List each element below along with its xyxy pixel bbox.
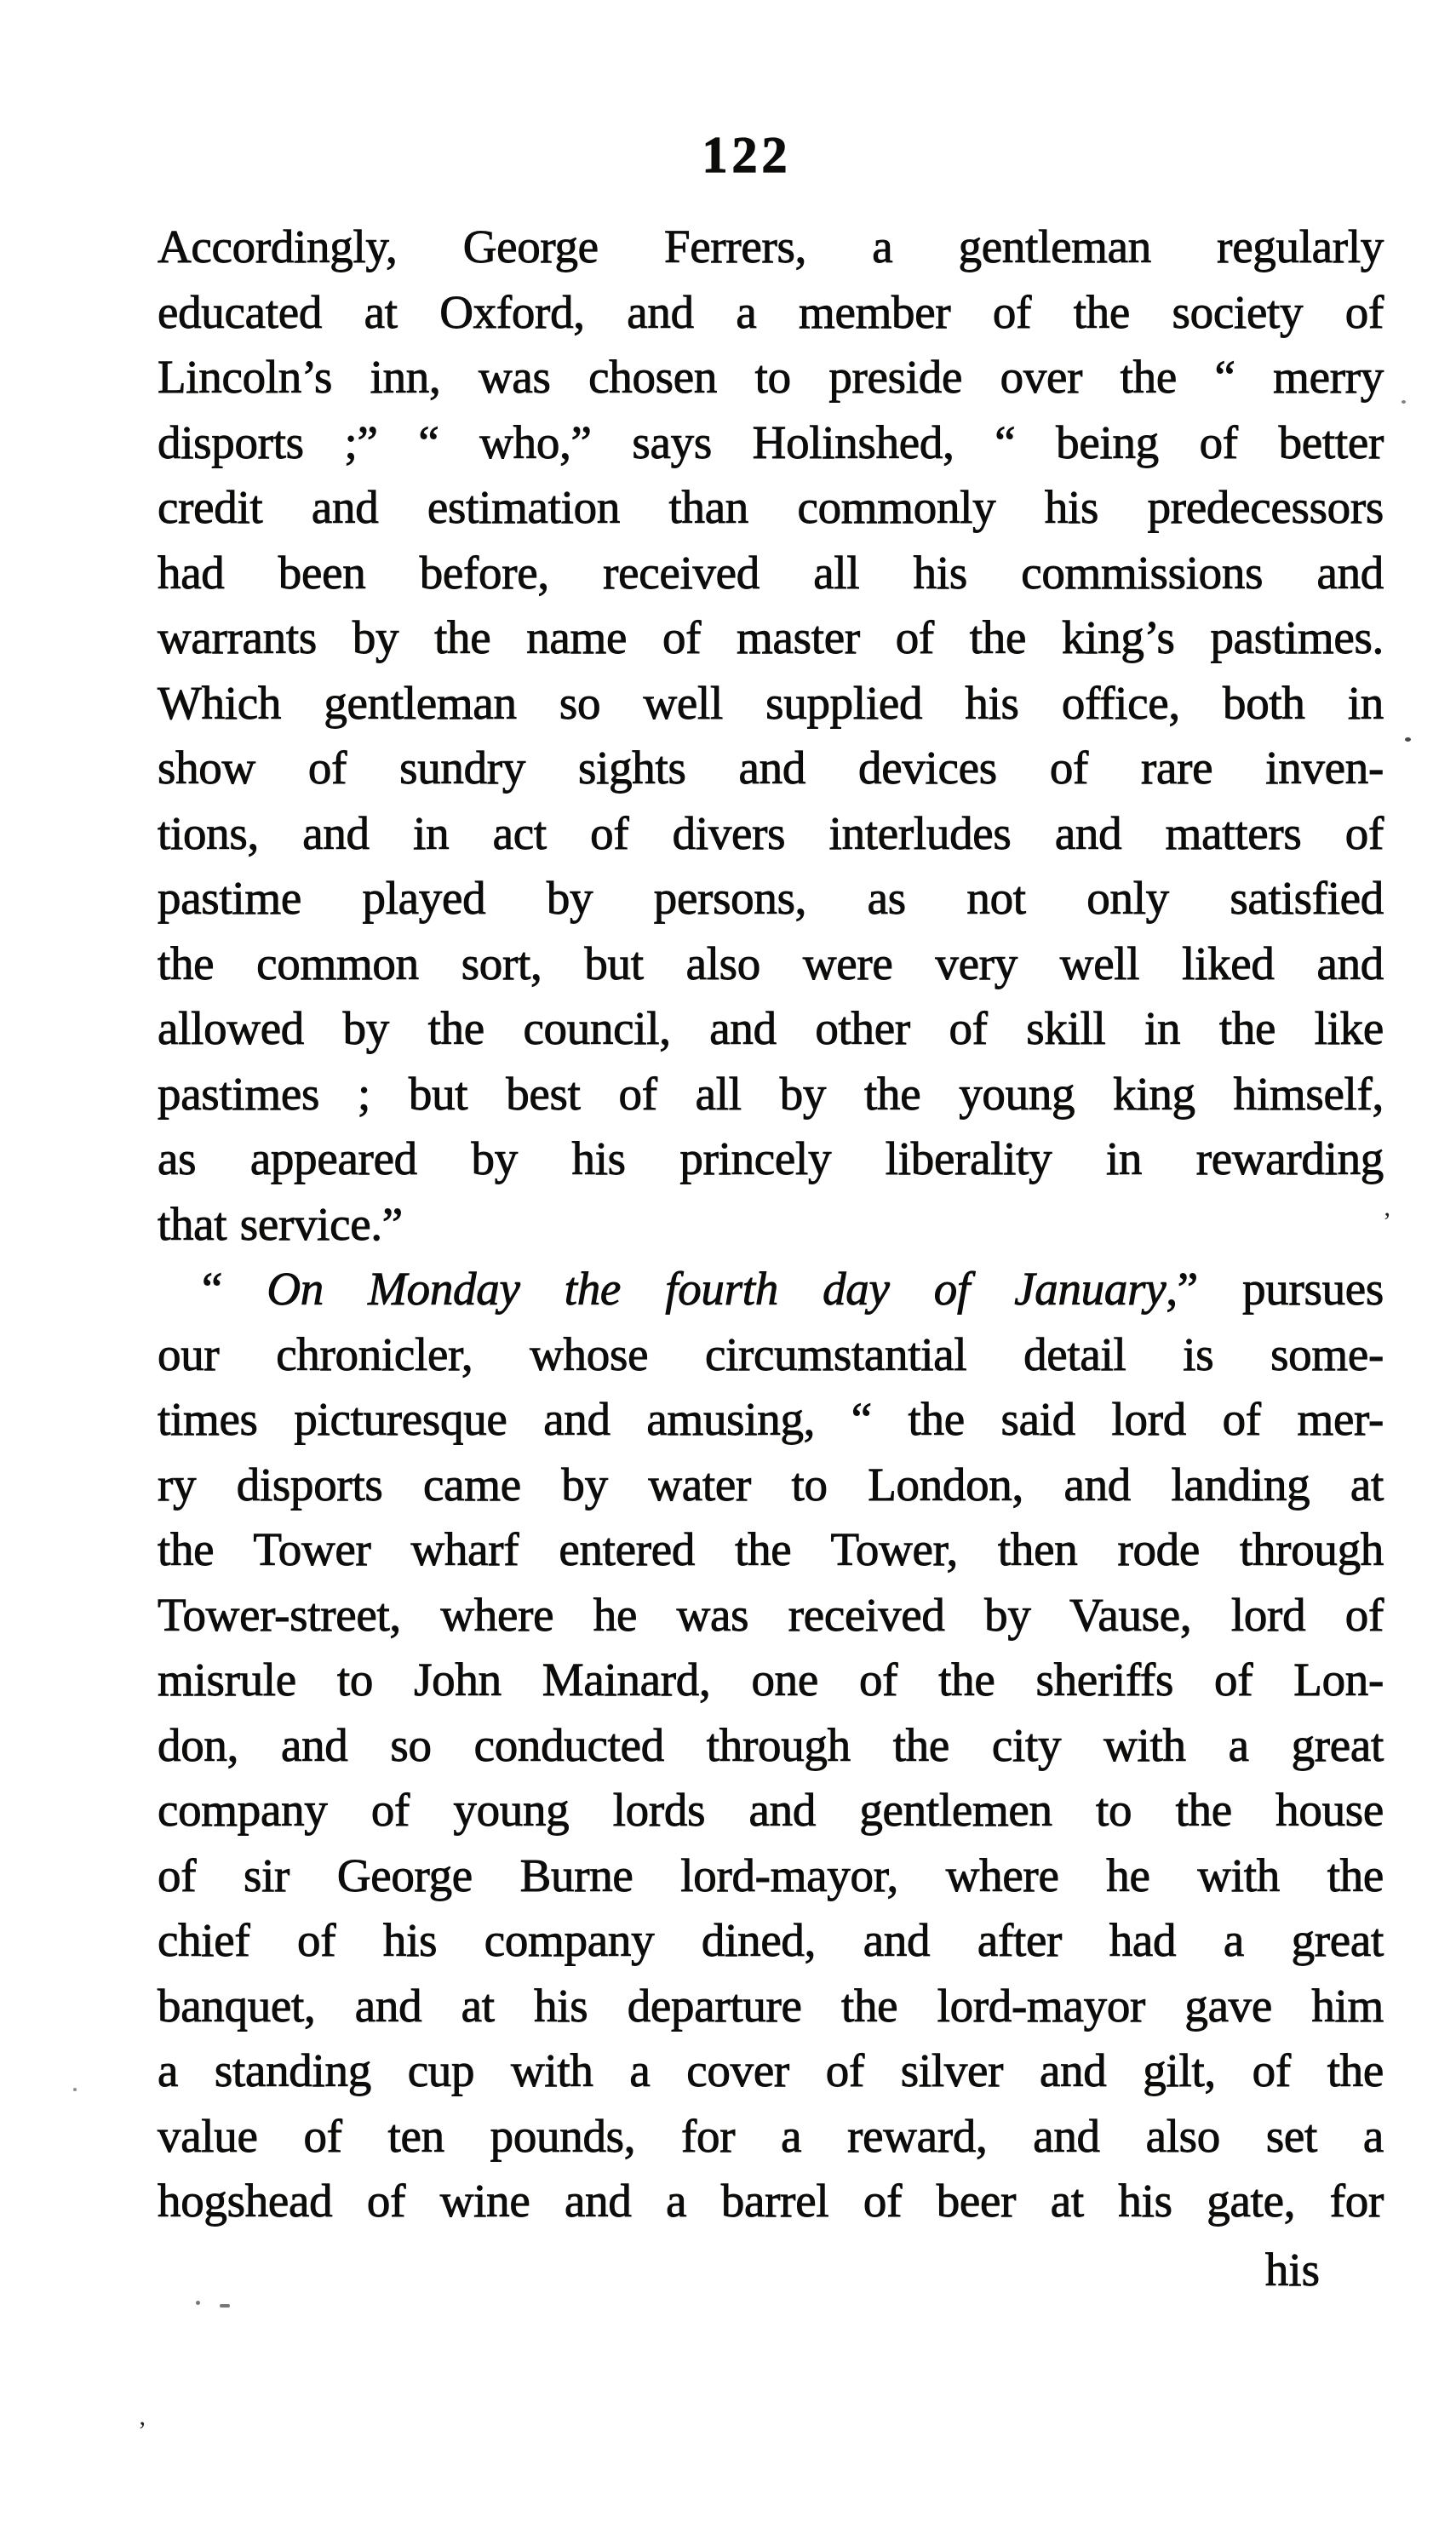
text-line: tions, and in act of divers interludes and matters of bbox=[158, 806, 1384, 859]
text-line: misrule to John Mainard, one of the sheriffs of Lon- bbox=[158, 1654, 1384, 1706]
scan-speck: ’ bbox=[138, 2416, 146, 2445]
text-line: banquet, and at his departure the lord-mayor gave him bbox=[158, 1979, 1384, 2032]
text-line: ry disports came by water to London, and landing at bbox=[158, 1458, 1384, 1511]
text-line: pastime played by persons, as not only satisfied bbox=[158, 872, 1384, 924]
scan-speck: ’ bbox=[1383, 1207, 1391, 1235]
text-line: allowed by the council, and other of skill in the like bbox=[158, 1002, 1384, 1054]
text-line: company of young lords and gentlemen to the house bbox=[158, 1784, 1384, 1836]
text-line: the common sort, but also were very well liked and bbox=[158, 937, 1384, 989]
text-line: a standing cup with a cover of silver and gilt, of the bbox=[158, 2044, 1384, 2096]
text-line: Accordingly, George Ferrers, a gentleman regularly bbox=[158, 221, 1384, 272]
scan-speck bbox=[196, 2301, 200, 2305]
text-line: disports ;” “ who,” says Holinshed, “ being of better bbox=[158, 416, 1384, 468]
scan-speck bbox=[73, 2088, 77, 2091]
text-line: warrants by the name of master of the king’s pastimes. bbox=[158, 611, 1384, 663]
text-block bbox=[158, 215, 1384, 2234]
scan-speck bbox=[220, 2304, 230, 2308]
text-line: “ On Monday the fourth day of January,” pursues bbox=[202, 1263, 1384, 1315]
page-number: 122 bbox=[702, 127, 792, 183]
text-line: don, and so conducted through the city with a great bbox=[158, 1718, 1384, 1771]
text-line: pastimes ; but best of all by the young king himself, bbox=[158, 1067, 1384, 1120]
text-line: show of sundry sights and devices of rare inven- bbox=[158, 742, 1384, 794]
text-line: educated at Oxford, and a member of the society of bbox=[158, 285, 1384, 338]
text-line: Tower-street, where he was received by Vause, lord of bbox=[158, 1588, 1384, 1641]
text-line: value of ten pounds, for a reward, and also set a bbox=[158, 2109, 1384, 2162]
catchword: his bbox=[1264, 2244, 1320, 2296]
text-line: that service.” bbox=[158, 1197, 403, 1250]
text-line: Which gentleman so well supplied his office, both in bbox=[158, 676, 1384, 729]
text-line: times picturesque and amusing, “ the said lord of mer- bbox=[158, 1393, 1384, 1445]
text-line: had been before, received all his commissions and bbox=[158, 546, 1384, 599]
text-line: hogshead of wine and a barrel of beer at his gate, for bbox=[158, 2175, 1384, 2227]
text-line: the Tower wharf entered the Tower, then rode through bbox=[158, 1523, 1384, 1575]
text-line: our chronicler, whose circumstantial detail is some- bbox=[158, 1327, 1384, 1380]
text-line: credit and estimation than commonly his predecessors bbox=[158, 481, 1384, 533]
text-line: as appeared by his princely liberality in rewarding bbox=[158, 1132, 1384, 1184]
text-line: chief of his company dined, and after had a great bbox=[158, 1914, 1384, 1966]
scan-speck bbox=[1402, 400, 1406, 404]
text-line: Lincoln’s inn, was chosen to preside over the “ merry bbox=[158, 351, 1384, 403]
text-line: of sir George Burne lord-mayor, where he with the bbox=[158, 1849, 1384, 1901]
scan-speck bbox=[1405, 737, 1411, 742]
